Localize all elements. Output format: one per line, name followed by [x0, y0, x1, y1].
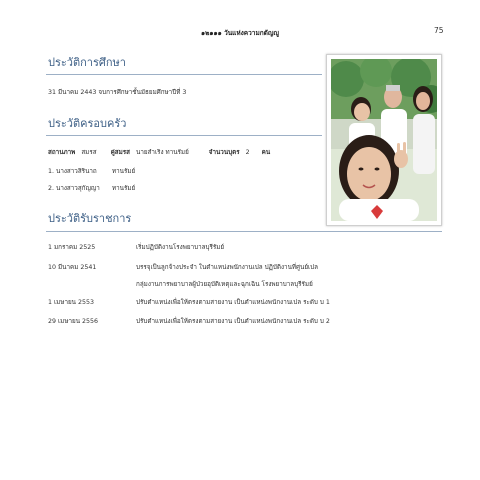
page-number: 75 — [434, 26, 444, 35]
family-photo-icon — [331, 59, 437, 221]
education-title: ประวัติการศึกษา — [48, 56, 126, 69]
children-count: 2 — [245, 149, 250, 156]
service-entry: 29 เมษายน 2556 ปรับตำแหน่งเพื่อให้ตรงตามสายงาน เป็นตำแหน่งพนักงานเปล ระดับ บ 2 — [48, 318, 330, 325]
service-entry: 10 มีนาคม 2541 บรรจุเป็นลูกจ้างประจำ ในตำแหน่งพนักงานเปล ปฏิบัติงานที่ศูนย์เปล — [48, 264, 319, 271]
spouse-label: คู่สมรส — [110, 149, 131, 156]
status-value: สมรส — [81, 149, 97, 156]
education-rule — [46, 74, 322, 75]
children-label: จำนวนบุตร — [208, 149, 240, 156]
spouse-value: นายสำเริง ทานรัมย์ — [136, 149, 189, 156]
children-unit: คน — [261, 149, 271, 156]
service-entry: 1 เมษายน 2553 ปรับตำแหน่งเพื่อให้ตรงตามสายงาน เป็นตำแหน่งพนักงานเปล ระดับ บ 1 — [48, 299, 330, 306]
family-status-line — [48, 147, 270, 157]
status-label: สถานภาพ — [48, 149, 76, 156]
service-entry: 1 มกราคม 2525 เริ่มปฏิบัติงานโรงพยาบาลบุรีรัมย์ — [48, 244, 225, 251]
education-entry: 31 มีนาคม 2443 จบการศึกษาชั้นมัธยมศึกษาปีที่ 3 — [48, 89, 187, 96]
family-title: ประวัติครอบครัว — [48, 117, 127, 130]
service-rule — [46, 231, 442, 232]
family-rule — [46, 135, 322, 136]
page-header: ๑๒๑๑๑ วันแห่งความกตัญญู — [201, 29, 279, 37]
service-title: ประวัติรับราชการ — [48, 212, 132, 225]
service-entry: กลุ่มงานการพยาบาลผู้ป่วยอุบัติเหตุและฉุกเฉิน โรงพยาบาลบุรีรัมย์ — [136, 281, 313, 288]
child-item: 2. นางสาวสุกัญญา ทานรัมย์ — [48, 185, 136, 192]
family-photo — [326, 54, 442, 226]
child-item: 1. นางสาวสิรินาถ ทานรัมย์ — [48, 168, 136, 175]
